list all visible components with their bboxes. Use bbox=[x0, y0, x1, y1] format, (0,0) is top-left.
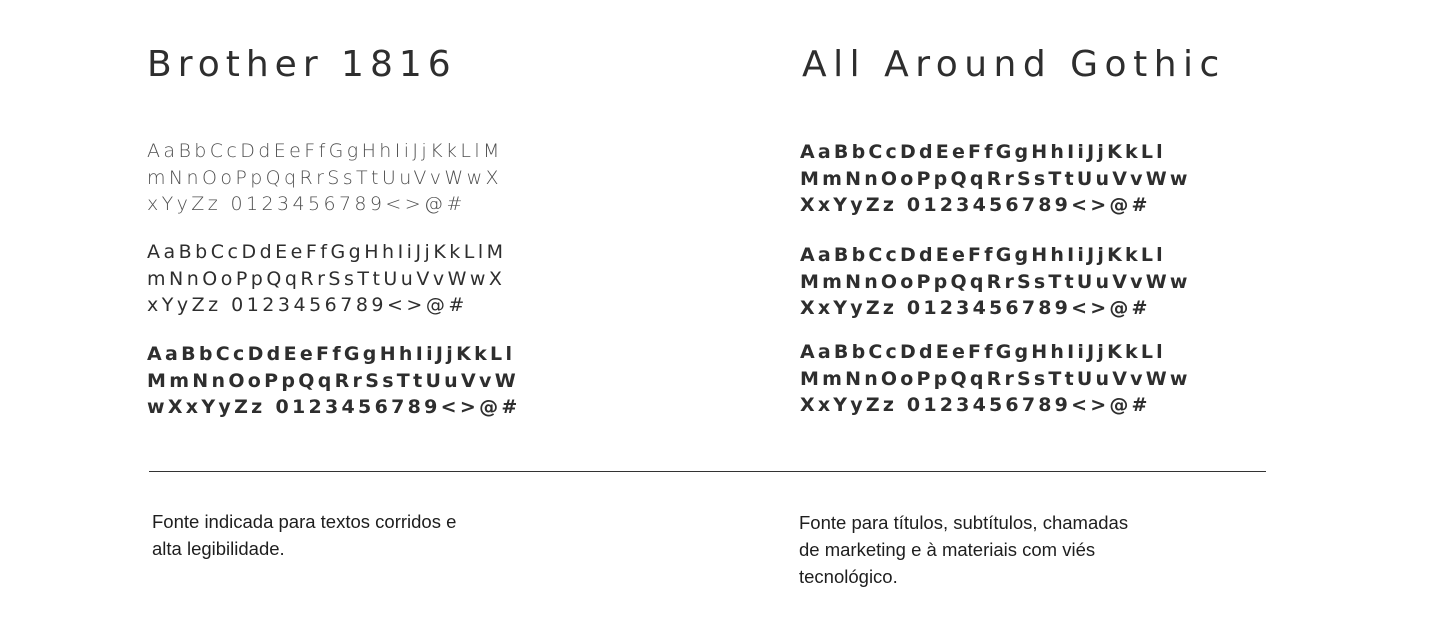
description-line: Fonte para títulos, subtítulos, chamadas bbox=[799, 512, 1129, 533]
description-line: de marketing e à materiais com viés bbox=[799, 539, 1096, 560]
specimen-weight-bold bbox=[800, 339, 1191, 419]
specimen-line: AaBbCcDdEeFfGgHhIiJjKkLlM bbox=[147, 241, 507, 263]
specimen-line: XxYyZz 0123456789<>@# bbox=[800, 194, 1151, 216]
specimen-line: AaBbCcDdEeFfGgHhIiJjKkLl bbox=[800, 341, 1166, 363]
specimen-line: xYyZz 0123456789<>@# bbox=[147, 193, 466, 215]
section-divider bbox=[149, 471, 1266, 472]
description-line: tecnológico. bbox=[799, 566, 898, 587]
specimen-line: XxYyZz 0123456789<>@# bbox=[800, 297, 1151, 319]
description-line: Fonte indicada para textos corridos e bbox=[152, 511, 457, 532]
specimen-line: AaBbCcDdEeFfGgHhIiJjKkLl bbox=[800, 244, 1166, 266]
specimen-line: mNnOoPpQqRrSsTtUuVvWwX bbox=[147, 166, 502, 189]
font-title: All Around Gothic bbox=[802, 44, 1226, 85]
specimen-line: xYyZz 0123456789<>@# bbox=[147, 294, 468, 316]
font-description-all-around-gothic bbox=[799, 509, 1219, 590]
description-line: alta legibilidade. bbox=[152, 538, 285, 559]
font-title: Brother 1816 bbox=[147, 44, 457, 85]
specimen-line: AaBbCcDdEeFfGgHhIiJjKkLlM bbox=[147, 140, 503, 162]
specimen-weight-light bbox=[800, 139, 1191, 219]
specimen-weight-regular bbox=[800, 242, 1191, 322]
specimen-line: MmNnOoPpQqRrSsTtUuVvWw bbox=[800, 167, 1191, 190]
specimen-line: AaBbCcDdEeFfGgHhIiJjKkLl bbox=[800, 141, 1166, 163]
specimen-line: wXxYyZz 0123456789<>@# bbox=[147, 396, 521, 418]
specimen-weight-bold bbox=[147, 341, 521, 421]
font-description-brother-1816 bbox=[152, 508, 552, 562]
specimen-line: MmNnOoPpQqRrSsTtUuVvWw bbox=[800, 270, 1191, 293]
specimen-line: AaBbCcDdEeFfGgHhIiJjKkLl bbox=[147, 343, 516, 365]
specimen-line: mNnOoPpQqRrSsTtUuVvWwX bbox=[147, 267, 506, 290]
specimen-weight-regular bbox=[147, 239, 507, 319]
specimen-weight-light bbox=[147, 138, 503, 218]
specimen-line: XxYyZz 0123456789<>@# bbox=[800, 394, 1151, 416]
specimen-line: MmNnOoPpQqRrSsTtUuVvW bbox=[147, 369, 519, 392]
specimen-line: MmNnOoPpQqRrSsTtUuVvWw bbox=[800, 367, 1191, 390]
